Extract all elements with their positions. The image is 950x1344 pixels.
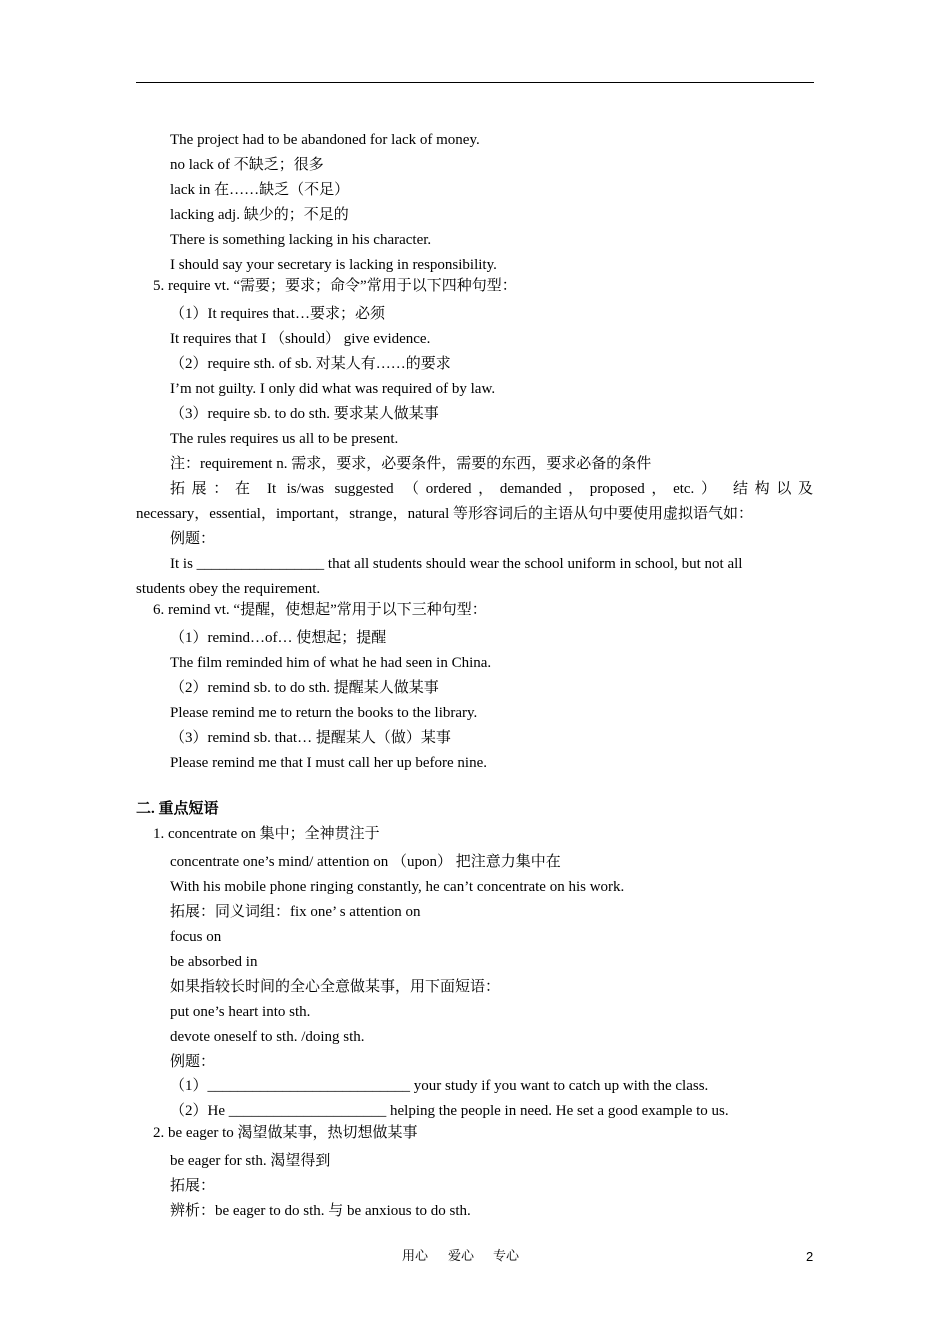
text-line: be absorbed in (170, 954, 258, 970)
text-line: The rules requires us all to be present. (170, 431, 399, 447)
text-line: （1）___________________________ your study if you want to catch up with the class. (170, 1078, 709, 1094)
text-line: （2）He _____________________ helping the people in need. He set a good example to us. (170, 1103, 729, 1119)
footer-motto: 专心 (493, 1249, 520, 1264)
text-line: necessary，essential，important，strange，natural 等形容词后的主语从句中要使用虚拟语气如： (136, 506, 753, 522)
text-line: Please remind me to return the books to the library. (170, 705, 478, 721)
page-number: 2 (806, 1249, 814, 1264)
text-line: The project had to be abandoned for lack of money. (170, 132, 480, 148)
text-line: It requires that I （should） give evidence. (170, 331, 431, 347)
text-line: （1）remind…of… 使想起；提醒 (170, 630, 387, 646)
text-line: 注：requirement n. 需求，要求，必要条件，需要的东西，要求必备的条件 (170, 456, 652, 472)
text-line: （3）remind sb. that… 提醒某人（做）某事 (170, 730, 451, 746)
text-line: put one’s heart into sth. (170, 1004, 311, 1020)
text-line: 如果指较长时间的全心全意做某事，用下面短语： (170, 979, 501, 995)
section-heading: 二. 重点短语 (136, 801, 219, 817)
text-line: 拓展：在 It is/was suggested （ordered，demanded，proposed，etc.） 结构以及 (170, 481, 813, 497)
text-line: It is _________________ that all students should wear the school uniform in school, but not all (170, 556, 743, 572)
text-line: （2）require sth. of sb. 对某人有……的要求 (170, 356, 451, 372)
text-line: devote oneself to sth. /doing sth. (170, 1029, 365, 1045)
text-line: Please remind me that I must call her up before nine. (170, 755, 487, 771)
text-line: （1）It requires that…要求；必须 (170, 306, 385, 322)
text-line: 例题： (170, 1054, 216, 1070)
text-line: 拓展： (170, 1178, 216, 1194)
text-line: The film reminded him of what he had seen in China. (170, 655, 492, 671)
text-line: （2）remind sb. to do sth. 提醒某人做某事 (170, 680, 439, 696)
numbered-item: 2. be eager to 渴望做某事，热切想做某事 (153, 1125, 418, 1141)
text-line: 例题： (170, 531, 216, 547)
text-line: 辨析：be eager to do sth. 与 be anxious to do sth. (170, 1203, 471, 1219)
text-line: I’m not guilty. I only did what was required of by law. (170, 381, 496, 397)
header-rule (136, 82, 814, 83)
text-line: concentrate one’s mind/ attention on （upon） 把注意力集中在 (170, 854, 561, 870)
text-line: focus on (170, 929, 222, 945)
text-line: （3）require sb. to do sth. 要求某人做某事 (170, 406, 439, 422)
text-line: lacking adj. 缺少的；不足的 (170, 207, 349, 223)
numbered-item: 6. remind vt. “提醒，使想起”常用于以下三种句型： (153, 602, 487, 618)
text-line: With his mobile phone ringing constantly, he can’t concentrate on his work. (170, 879, 625, 895)
numbered-item: 1. concentrate on 集中；全神贯注于 (153, 826, 380, 842)
text-line: There is something lacking in his character. (170, 232, 432, 248)
text-line: lack in 在……缺乏（不足） (170, 182, 350, 198)
footer-motto: 爱心 (448, 1249, 475, 1264)
text-line: no lack of 不缺乏；很多 (170, 157, 324, 173)
footer-motto: 用心 (402, 1249, 429, 1264)
text-line: I should say your secretary is lacking in responsibility. (170, 257, 497, 273)
text-line: students obey the requirement. (136, 581, 321, 597)
text-line: be eager for sth. 渴望得到 (170, 1153, 331, 1169)
numbered-item: 5. require vt. “需要；要求；命令”常用于以下四种句型： (153, 278, 517, 294)
text-line: 拓展：同义词组：fix one’ s attention on (170, 904, 421, 920)
